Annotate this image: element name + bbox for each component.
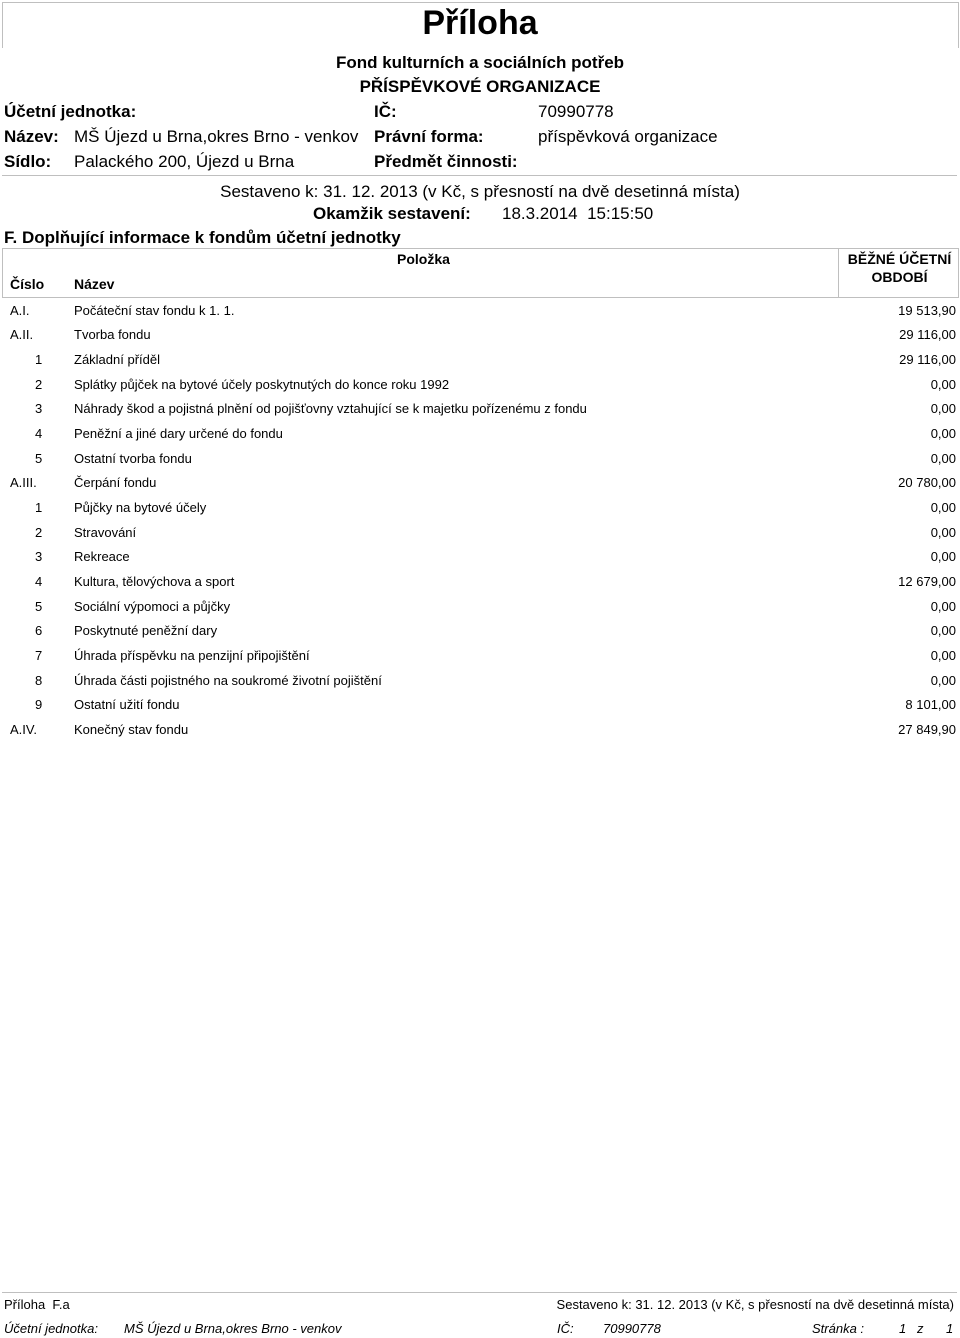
- seat-value: Palackého 200, Újezd u Brna: [74, 152, 295, 171]
- row-value: 29 116,00: [899, 352, 956, 367]
- row-code: 3: [35, 549, 43, 564]
- footer-page-current: 1: [899, 1321, 907, 1336]
- moment-value: 18.3.2014 15:15:50: [502, 204, 654, 223]
- legal-form-label: Právní forma:: [374, 127, 484, 146]
- row-name: Úhrada části pojistného na soukromé životní pojištění: [74, 673, 382, 688]
- col-header-period-line2: OBDOBÍ: [871, 269, 928, 285]
- row-code: 1: [35, 500, 43, 515]
- row-value: 19 513,90: [898, 303, 956, 318]
- table-row: [0, 327, 960, 351]
- col-header-item: Položka: [397, 251, 450, 267]
- ic-label: IČ:: [374, 102, 397, 121]
- footer-attachment: Příloha F.a: [4, 1297, 70, 1312]
- table-header: [2, 248, 959, 298]
- row-value: 0,00: [930, 401, 956, 416]
- row-name: Kultura, tělovýchova a sport: [74, 574, 235, 589]
- col-header-number: Číslo: [10, 276, 45, 292]
- table-row: [0, 599, 960, 623]
- footer-page-separator: z: [917, 1321, 924, 1336]
- row-value: 0,00: [930, 599, 956, 614]
- moment-label: Okamžik sestavení:: [313, 204, 471, 223]
- table-row: [0, 426, 960, 450]
- subtitle-fund: Fond kulturních a sociálních potřeb: [335, 53, 625, 72]
- row-name: Ostatní tvorba fondu: [74, 451, 192, 466]
- table-row: [0, 500, 960, 524]
- row-code: 5: [35, 451, 43, 466]
- footer-unit-value: MŠ Újezd u Brna,okres Brno - venkov: [124, 1321, 342, 1336]
- ic-value: 70990778: [538, 102, 614, 121]
- table-row: [0, 722, 960, 746]
- legal-form-value: příspěvková organizace: [538, 127, 718, 146]
- row-value: 8 101,00: [905, 697, 956, 712]
- row-code: 6: [35, 623, 43, 638]
- row-name: Peněžní a jiné dary určené do fondu: [74, 426, 283, 441]
- row-name: Úhrada příspěvku na penzijní připojištění: [74, 648, 310, 663]
- footer-page-label: Stránka :: [812, 1321, 865, 1336]
- row-code: 8: [35, 673, 43, 688]
- table-row: [0, 401, 960, 425]
- table-row: [0, 377, 960, 401]
- row-name: Počáteční stav fondu k 1. 1.: [74, 303, 235, 318]
- row-value: 20 780,00: [898, 475, 956, 490]
- table-row: [0, 475, 960, 499]
- page-title: Příloha: [422, 4, 538, 42]
- row-name: Půjčky na bytové účely: [74, 500, 207, 515]
- compiled-date: Sestaveno k: 31. 12. 2013 (v Kč, s přesností na dvě desetinná místa): [220, 182, 740, 201]
- row-value: 0,00: [930, 549, 956, 564]
- row-name: Tvorba fondu: [74, 327, 151, 342]
- row-code: 7: [35, 648, 43, 663]
- table-row: [0, 697, 960, 721]
- row-name: Stravování: [74, 525, 137, 540]
- table-row: [0, 525, 960, 549]
- table-row: [0, 352, 960, 376]
- section-title: F. Doplňující informace k fondům účetní jednotky: [4, 228, 401, 247]
- footer-compiled: Sestaveno k: 31. 12. 2013 (v Kč, s přesností na dvě desetinná místa): [556, 1297, 954, 1312]
- footer-divider: [2, 1292, 957, 1293]
- row-code: 4: [35, 574, 43, 589]
- row-name: Splátky půjček na bytové účely poskytnutých do konce roku 1992: [74, 377, 450, 392]
- table-row: [0, 549, 960, 573]
- row-value: 0,00: [930, 426, 956, 441]
- row-name: Čerpání fondu: [74, 475, 157, 490]
- table-row: [0, 303, 960, 327]
- col-header-name: Název: [74, 276, 115, 292]
- footer-ic-label: IČ:: [557, 1321, 574, 1336]
- row-name: Základní příděl: [74, 352, 160, 367]
- row-value: 27 849,90: [898, 722, 956, 737]
- row-name: Sociální výpomoci a půjčky: [74, 599, 231, 614]
- row-code: 2: [35, 525, 43, 540]
- row-name: Rekreace: [74, 549, 130, 564]
- subject-label: Předmět činnosti:: [374, 152, 518, 171]
- row-value: 0,00: [930, 623, 956, 638]
- row-code: 9: [35, 697, 43, 712]
- seat-label: Sídlo:: [4, 152, 52, 171]
- row-name: Ostatní užití fondu: [74, 697, 180, 712]
- row-name: Náhrady škod a pojistná plnění od pojišťovny vztahující se k majetku pořízenému z fondu: [74, 401, 587, 416]
- row-code: 2: [35, 377, 43, 392]
- row-value: 0,00: [930, 525, 956, 540]
- table-row: [0, 451, 960, 475]
- row-code: A.IV.: [10, 722, 37, 737]
- row-code: 4: [35, 426, 43, 441]
- row-code: A.III.: [10, 475, 37, 490]
- subtitle-organization: PŘÍSPĚVKOVÉ ORGANIZACE: [359, 77, 601, 96]
- row-code: 5: [35, 599, 43, 614]
- footer-unit-label: Účetní jednotka:: [4, 1321, 98, 1336]
- row-value: 0,00: [930, 500, 956, 515]
- row-name: Poskytnuté peněžní dary: [74, 623, 218, 638]
- row-code: 3: [35, 401, 43, 416]
- header-divider: [2, 175, 957, 176]
- table-row: [0, 648, 960, 672]
- name-label: Název:: [4, 127, 59, 146]
- row-code: 1: [35, 352, 43, 367]
- row-value: 0,00: [930, 451, 956, 466]
- row-value: 29 116,00: [899, 327, 956, 342]
- row-code: A.II.: [10, 327, 34, 342]
- row-value: 0,00: [930, 648, 956, 663]
- row-value: 0,00: [930, 377, 956, 392]
- row-value: 0,00: [930, 673, 956, 688]
- footer-ic-value: 70990778: [603, 1321, 661, 1336]
- name-value: MŠ Újezd u Brna,okres Brno - venkov: [74, 127, 359, 146]
- table-row: [0, 673, 960, 697]
- table-row: [0, 574, 960, 598]
- table-row: [0, 623, 960, 647]
- row-name: Konečný stav fondu: [74, 722, 189, 737]
- unit-label: Účetní jednotka:: [4, 102, 137, 121]
- row-value: 12 679,00: [898, 574, 956, 589]
- table-header-separator: [838, 248, 839, 298]
- row-code: A.I.: [10, 303, 30, 318]
- col-header-period-line1: BĚŽNÉ ÚČETNÍ: [847, 251, 952, 267]
- footer-page-total: 1: [946, 1321, 954, 1336]
